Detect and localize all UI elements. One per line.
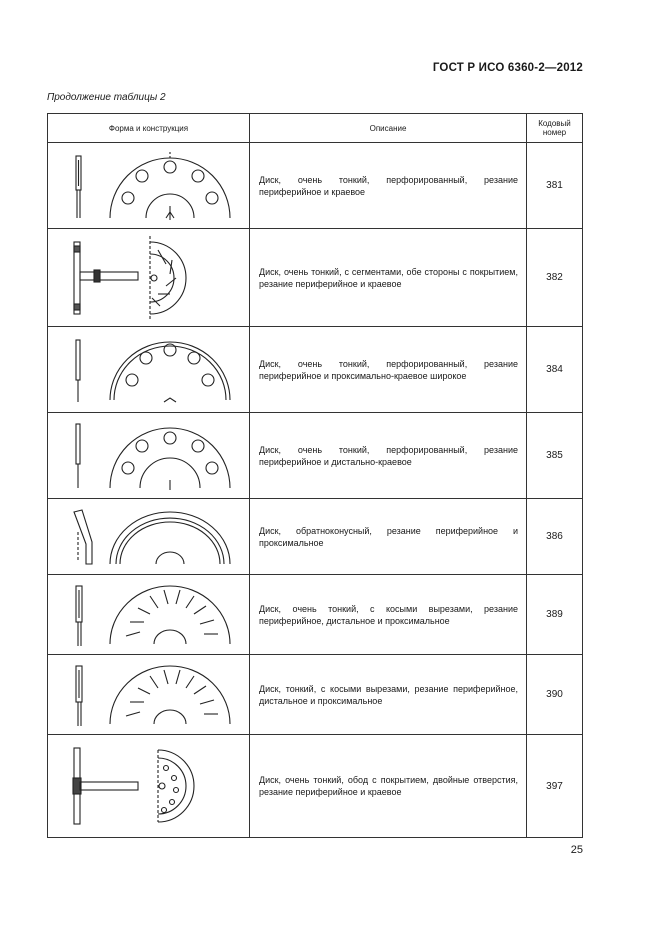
table-row	[48, 655, 583, 735]
code-cell: 397	[527, 735, 583, 838]
column-header-code: Кодовый номер	[527, 114, 583, 143]
table-row	[48, 143, 583, 229]
table-row	[48, 413, 583, 499]
code-cell: 389	[527, 575, 583, 655]
column-header-description: Описание	[250, 114, 527, 143]
code-cell: 381	[527, 143, 583, 229]
figure-cell	[48, 575, 250, 655]
code-cell: 385	[527, 413, 583, 499]
table-row	[48, 229, 583, 327]
description-cell: Диск, очень тонкий, с косыми вырезами, резание периферийное, дистальное и проксимальное	[250, 575, 527, 655]
description-cell: Диск, очень тонкий, с сегментами, обе стороны с покрытием, резание периферийное и краевое	[250, 229, 527, 327]
code-cell: 386	[527, 499, 583, 575]
description-cell: Диск, очень тонкий, обод с покрытием, двойные отверстия, резание периферийное и краевое	[250, 735, 527, 838]
description-cell: Диск, очень тонкий, перфорированный, резание периферийное и краевое	[250, 143, 527, 229]
figure-cell	[48, 229, 250, 327]
description-cell: Диск, обратноконусный, резание периферийное и проксимальное	[250, 499, 527, 575]
figure-cell	[48, 735, 250, 838]
code-cell: 382	[527, 229, 583, 327]
perforated-disc-drawing-icon	[54, 416, 244, 496]
slotted-disc-drawing-icon	[54, 658, 244, 732]
description-cell: Диск, тонкий, с косыми вырезами, резание периферийное, дистальное и проксимальное	[250, 655, 527, 735]
description-cell: Диск, очень тонкий, перфорированный, резание периферийное и дистально-краевое	[250, 413, 527, 499]
table-row	[48, 575, 583, 655]
slotted-disc-drawing-icon	[54, 578, 244, 652]
rim-disc-drawing-icon	[54, 738, 244, 834]
description-cell: Диск, очень тонкий, перфорированный, резание периферийное и проксимально-краевое широкое	[250, 327, 527, 413]
figure-cell	[48, 143, 250, 229]
figure-cell	[48, 327, 250, 413]
code-cell: 390	[527, 655, 583, 735]
table-row	[48, 735, 583, 838]
table-row	[48, 499, 583, 575]
perforated-disc-drawing-icon	[54, 146, 244, 226]
page-number: 25	[570, 844, 583, 856]
table-row	[48, 327, 583, 413]
figure-cell	[48, 655, 250, 735]
segmented-disc-drawing-icon	[54, 232, 244, 324]
code-cell: 384	[527, 327, 583, 413]
table-caption: Продолжение таблицы 2	[47, 92, 166, 103]
column-header-shape: Форма и конструкция	[48, 114, 250, 143]
dental-instruments-table	[47, 113, 583, 838]
perforated-disc-drawing-icon	[54, 330, 244, 410]
inverted-cone-disc-drawing-icon	[54, 502, 244, 572]
figure-cell	[48, 499, 250, 575]
table-header-row	[48, 114, 583, 143]
document-standard-code: ГОСТ Р ИСО 6360-2—2012	[432, 62, 583, 74]
figure-cell	[48, 413, 250, 499]
